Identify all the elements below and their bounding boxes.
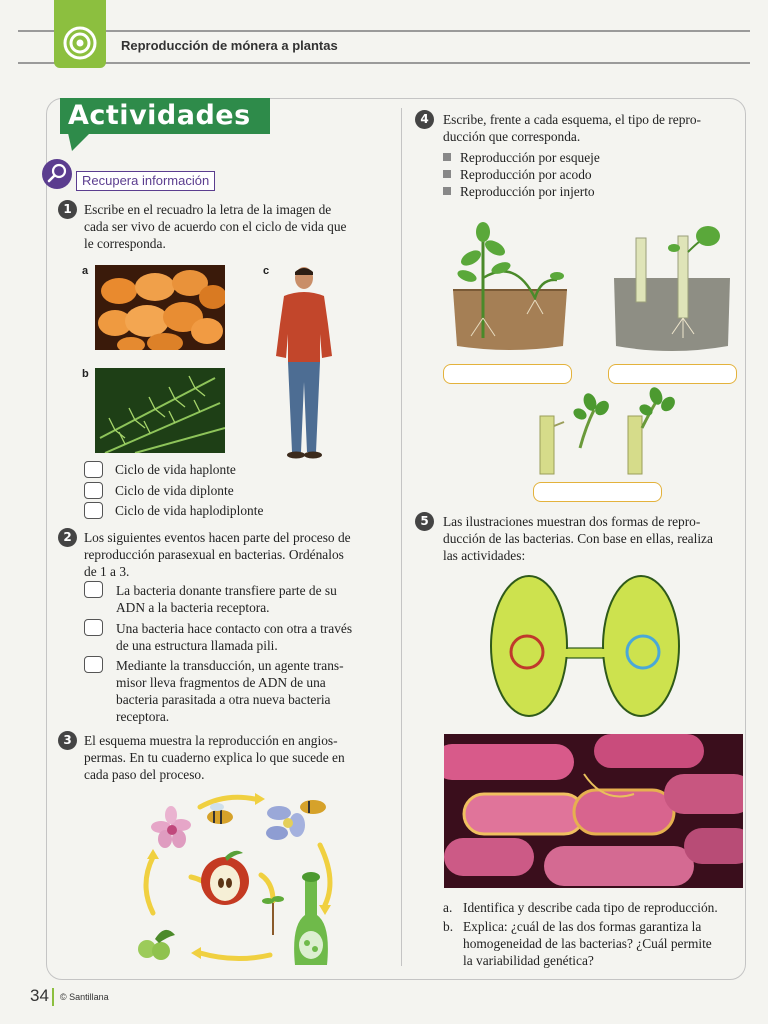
q1-line: cada ser vivo de acuerdo con el ciclo de vida que: [84, 219, 347, 234]
question-number-5: 5: [415, 512, 434, 531]
q4-bullet: Reproducción por esqueje: [443, 149, 600, 166]
q5-line: Las ilustraciones muestran dos formas de repro-: [443, 514, 701, 529]
q2-line: de 1 a 3.: [84, 564, 130, 579]
q5-item-line: Explica: ¿cuál de las dos formas garantiza la: [463, 919, 702, 934]
blue-flower: [266, 800, 326, 840]
column-divider: [401, 108, 402, 966]
q5-line: ducción de las bacterias. Con base en ellas, realiza: [443, 531, 713, 546]
answer-box-layering[interactable]: [443, 364, 572, 384]
q2-item-line: Una bacteria hace contacto con otra a través: [116, 621, 353, 636]
page-number: 34: [30, 986, 49, 1005]
question-number-1: 1: [58, 200, 77, 219]
q2-line: reproducción parasexual en bacterias. Ordénalos: [84, 547, 344, 562]
q2-item-2: [116, 620, 352, 654]
q2-item-line: ADN a la bacteria receptora.: [116, 600, 270, 615]
footer-divider: [52, 988, 54, 1006]
bacteria-micrograph: [444, 734, 743, 888]
q5-item-b-letter: b.: [443, 919, 454, 934]
q5-line: las actividades:: [443, 548, 526, 563]
chapter-title: Reproducción de mónera a plantas: [121, 38, 338, 53]
option-haplodiplonte: Ciclo de vida haplodiplonte: [115, 503, 264, 518]
seedling: [262, 896, 284, 935]
answer-box-cutting[interactable]: [608, 364, 737, 384]
order-box-1[interactable]: [84, 581, 103, 598]
checkbox-haplonte[interactable]: [84, 461, 103, 478]
option-haplonte: Ciclo de vida haplonte: [115, 462, 236, 477]
chapter-logo: [54, 0, 106, 68]
q4-line: Escribe, frente a cada esquema, el tipo de repro-: [443, 112, 702, 127]
banner-tail: [66, 133, 96, 153]
q4-line: ducción que corresponda.: [443, 129, 581, 144]
checkbox-diplonte[interactable]: [84, 482, 103, 499]
q2-item-1: [116, 582, 337, 616]
q2-line: Los siguientes eventos hacen parte del proceso de: [84, 530, 351, 545]
q2-item-line: Mediante la transducción, un agente trans-: [116, 658, 344, 673]
q4-text: [443, 111, 701, 145]
plant-schema-grafting: [530, 386, 680, 478]
q5-item-a-letter: a.: [443, 900, 453, 915]
checkbox-haplodiplonte[interactable]: [84, 502, 103, 519]
q1-line: le corresponda.: [84, 236, 166, 251]
order-box-2[interactable]: [84, 619, 103, 636]
question-number-4: 4: [415, 110, 434, 129]
q2-item-line: bacteria parasitada a otra nueva bacteria: [116, 692, 331, 707]
q5-item-line: la variabilidad genética?: [463, 953, 594, 968]
q3-line: El esquema muestra la reproducción en angios-: [84, 733, 338, 748]
q2-item-line: La bacteria donante transfiere parte de su: [116, 583, 337, 598]
q3-text: [84, 732, 345, 783]
bacteria-conjugation-illustration: [485, 572, 685, 720]
q5-item-line: Identifica y describe cada tipo de reproducción.: [463, 900, 718, 915]
q4-bullet: Reproducción por injerto: [443, 183, 600, 200]
image-b-fern: [95, 368, 225, 453]
option-diplonte: Ciclo de vida diplonte: [115, 483, 234, 498]
q4-bullets: [443, 149, 600, 200]
order-box-3[interactable]: [84, 656, 103, 673]
magnifier-icon: [40, 158, 76, 190]
image-label-b: b: [82, 368, 89, 380]
green-fruits: [138, 930, 175, 960]
q2-item-line: misor lleva fragmentos de ADN de una: [116, 675, 326, 690]
apple-fruit: [201, 851, 249, 905]
header-bottom-rule: [18, 62, 750, 64]
image-a-cells: [95, 265, 225, 350]
answer-box-grafting[interactable]: [533, 482, 662, 502]
q5-text: [443, 513, 713, 564]
image-c-person: [266, 264, 342, 462]
q3-line: permas. En tu cuaderno explica lo que sucede en: [84, 750, 345, 765]
q5-item-b: [463, 918, 712, 969]
q2-item-3: [116, 657, 344, 725]
q5-item-line: homogeneidad de las bacterias? ¿Cuál permite: [463, 936, 712, 951]
question-number-2: 2: [58, 528, 77, 547]
q2-item-line: receptora.: [116, 709, 170, 724]
pink-flower: [151, 806, 191, 848]
activities-banner: Actividades: [60, 98, 270, 134]
publisher: © Santillana: [60, 992, 109, 1002]
q2-item-line: de una estructura llamada pili.: [116, 638, 278, 653]
q3-line: cada paso del proceso.: [84, 767, 205, 782]
question-number-3: 3: [58, 731, 77, 750]
q4-bullet: Reproducción por acodo: [443, 166, 600, 183]
section-tag: Recupera información: [76, 171, 215, 191]
q1-line: Escribe en el recuadro la letra de la imagen de: [84, 202, 332, 217]
plant-schema-cutting: [610, 222, 734, 355]
spiral-icon: [54, 0, 106, 68]
image-label-a: a: [82, 265, 89, 277]
angiosperm-cycle-diagram: [125, 785, 350, 967]
plant-schema-layering: [445, 218, 575, 353]
header-top-rule: [18, 30, 750, 32]
q2-text: [84, 529, 351, 580]
pistil-section: [294, 872, 328, 965]
bee-icon: [207, 803, 233, 824]
image-label-c: c: [263, 265, 270, 277]
q5-item-a: [463, 899, 718, 916]
q1-text: [84, 201, 346, 252]
